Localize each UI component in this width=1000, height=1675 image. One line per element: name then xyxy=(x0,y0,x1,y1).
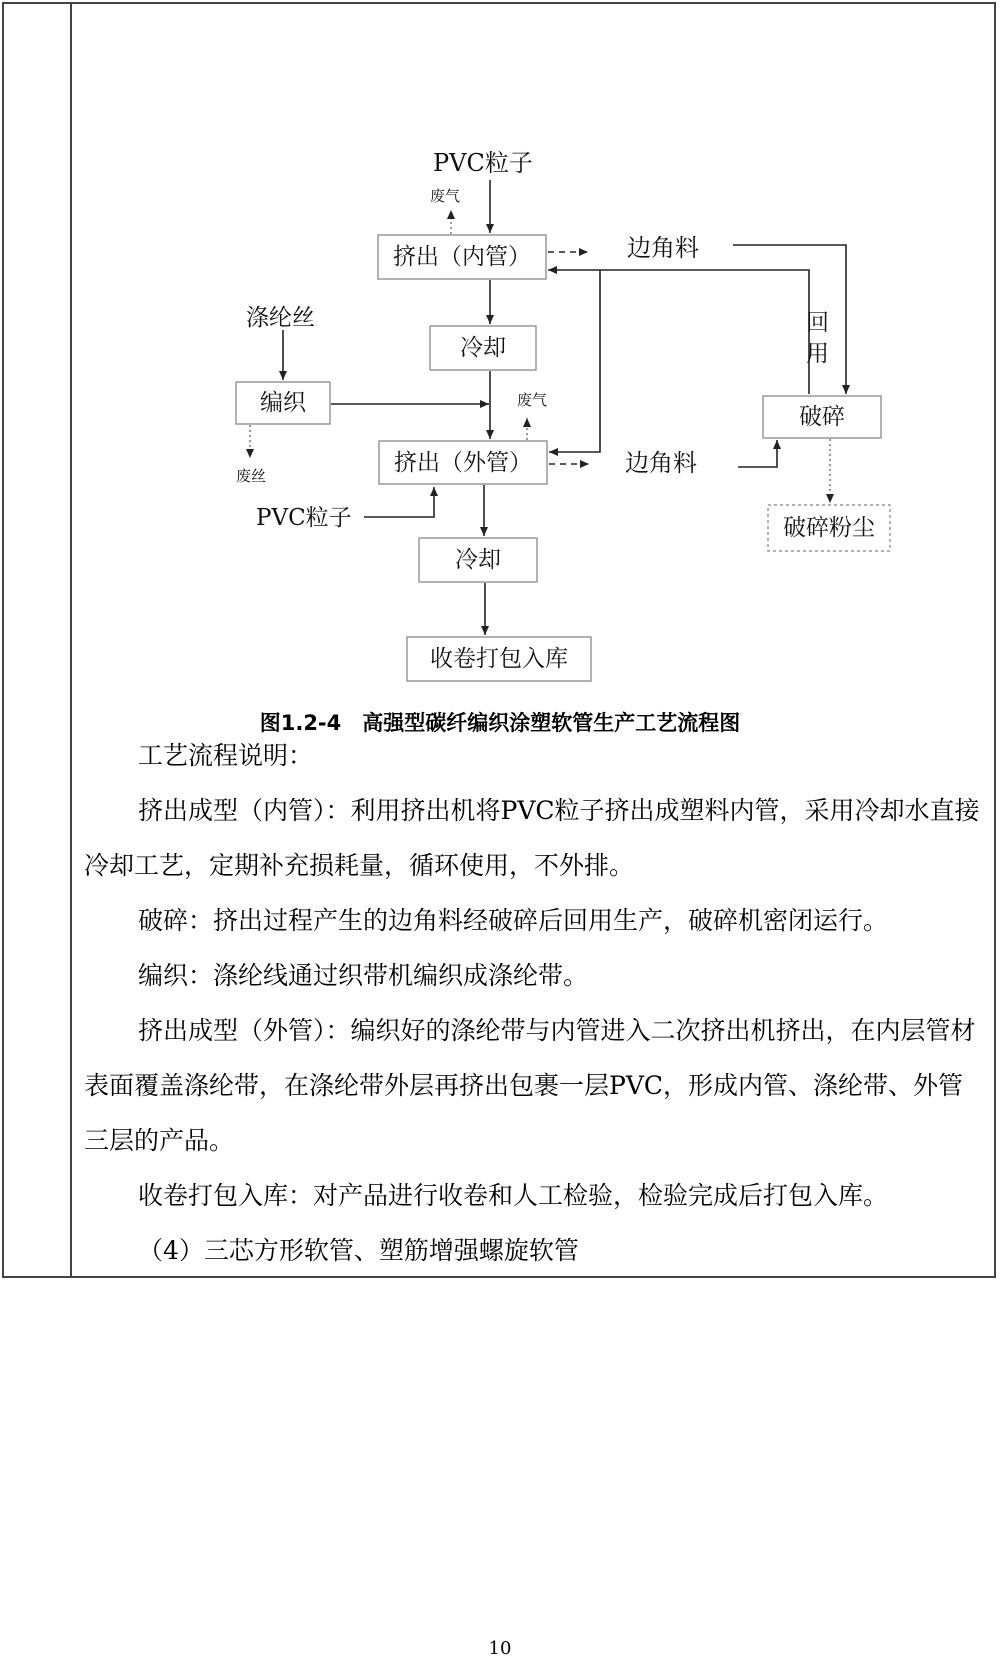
paragraph-extrude-outer: 挤出成型（外管）：编织好的涤纶带与内管进入二次挤出机挤出，在内层管材表面覆盖涤纶带，在涤纶带外层再挤出包裹一层PVC，形成内管、涤纶带、外管三层的产品。 xyxy=(84,1016,976,1155)
paragraph-package: 收卷打包入库：对产品进行收卷和人工检验，检验完成后打包入库。 xyxy=(138,1181,889,1210)
label-waste-gas-1: 废气 xyxy=(430,187,461,205)
page-number: 10 xyxy=(488,1638,512,1659)
arrow-recycle-to-inner xyxy=(548,270,809,394)
arrow-pvc-to-outer xyxy=(364,487,434,517)
paragraph-section-4: （4）三芯方形软管、塑筋增强螺旋软管 xyxy=(138,1236,579,1265)
label-package: 收卷打包入库 xyxy=(430,646,568,672)
label-crushing: 破碎 xyxy=(799,404,845,430)
label-weaving: 编织 xyxy=(260,390,306,416)
figure-caption: 图1.2-4 高强型碳纤编织涂塑软管生产工艺流程图 xyxy=(259,711,741,735)
process-description xyxy=(84,728,986,1278)
arrow-recycle-to-outer xyxy=(549,270,600,452)
label-cooling-1: 冷却 xyxy=(460,335,506,361)
label-pvc-top: PVC粒子 xyxy=(433,149,533,177)
arrow-scrap1-to-crushing xyxy=(733,245,846,394)
label-scrap-1: 边角料 xyxy=(627,234,699,262)
label-pvc-bottom: PVC粒子 xyxy=(256,505,352,531)
label-polyester-yarn: 涤纶丝 xyxy=(246,305,315,331)
arrow-scrap2-to-crushing xyxy=(738,440,777,467)
label-recycle-1: 回 xyxy=(806,310,829,336)
process-flow-diagram xyxy=(0,0,1000,700)
label-extrude-inner: 挤出（内管） xyxy=(393,244,531,270)
label-recycle-2: 用 xyxy=(806,341,829,367)
label-waste-gas-2: 废气 xyxy=(517,391,548,409)
label-waste-silk: 废丝 xyxy=(236,467,267,485)
label-cooling-2: 冷却 xyxy=(455,547,501,573)
paragraph-crushing: 破碎：挤出过程产生的边角料经破碎后回用生产，破碎机密闭运行。 xyxy=(138,906,889,935)
label-extrude-outer: 挤出（外管） xyxy=(394,450,532,476)
paragraph-extrude-inner: 挤出成型（内管）：利用挤出机将PVC粒子挤出成塑料内管，采用冷却水直接冷却工艺，定期补充损耗量，循环使用，不外排。 xyxy=(84,796,980,880)
paragraph-heading: 工艺流程说明： xyxy=(138,741,314,770)
paragraph-weaving: 编织：涤纶线通过织带机编织成涤纶带。 xyxy=(138,961,589,990)
label-crush-dust: 破碎粉尘 xyxy=(783,515,875,541)
label-scrap-2: 边角料 xyxy=(625,449,697,477)
